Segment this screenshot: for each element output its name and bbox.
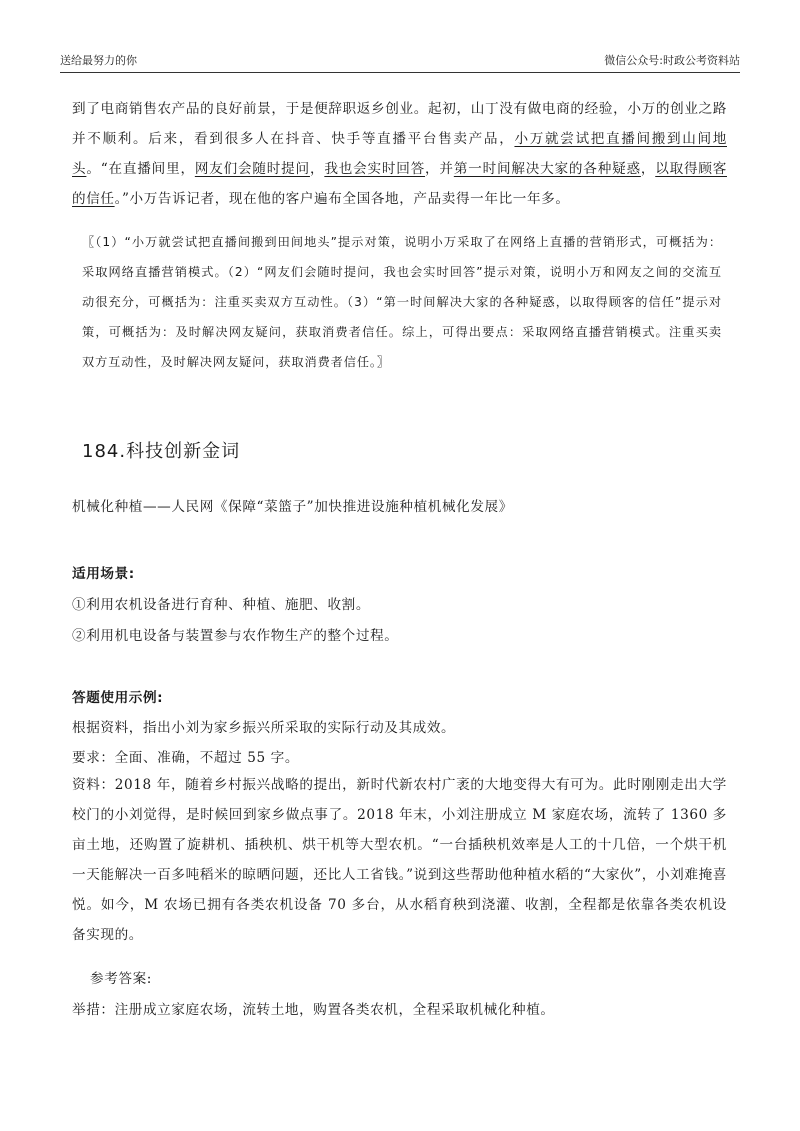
- header-divider: [60, 72, 740, 73]
- analysis-note: 〖（1）“小万就尝试把直播间搬到田间地头”提示对策，说明小万采取了在网络上直播的营销形式，可概括为：采取网络直播营销模式。（2）“网友们会随时提问，我也会实时回答”提示对策，说明小万和网友之间的交流互动很充分，可概括为：注重买卖双方互动性。（3）“第一时间解决大家的各种疑惑，以取得顾客的信任”提示对策，可概括为：及时解决网友疑问，获取消费者信任。综上，可得出要点：采取网络直播营销模式。注重买卖双方互动性，及时解决网友疑问，获取消费者信任。〗: [82, 235, 722, 369]
- material-paragraph: 资料：2018 年，随着乡村振兴战略的提出，新时代新农村广袤的大地变得大有可为。此时刚刚走出大学校门的小刘觉得，是时候回到家乡做点事了。2018 年末，小刘注册成立 M 家庭农场，流转了 1360 多亩土地，还购置了旋耕机、插秧机、烘干机等大型农机。“一台插秧机效率是人工的十几倍，一个烘干机一天能解决一百多吨稻米的晾晒问题，还比人工省钱。”说到这些帮助他种植水稻的“大家伙”，小刘难掩喜悦。如今，M 农场已拥有各类农机设备 70 多台，从水稻育秧到浇灌、收割，全程都是依靠各类农机设备实现的。: [72, 777, 727, 943]
- intro-underline-3: 我也会实时回答: [324, 161, 426, 177]
- answer-text: 举措：注册成立家庭农场，流转土地，购置各类农机，全程采取机械化种植。: [72, 1002, 555, 1018]
- intro-underline-1: 小万就尝试把直播间搬到山间地头: [72, 131, 727, 177]
- intro-text-6: 。”小万告诉记者，现在他的客户遍布全国各地，产品卖得一年比一年多。: [114, 191, 570, 207]
- intro-text-1: 到了电商销售农产品的良好前景，于是便辞职返乡创业。起初，山丁没有做电商的经验，小万的创业之路并不顺利。后来，看到很多人在抖音、快手等直播平台售卖产品，: [72, 101, 727, 147]
- key-phrase: 机械化种植——人民网《保障“菜篮子”加快推进设施种植机械化发展》: [72, 499, 513, 515]
- intro-underline-2: 网友们会随时提问: [194, 161, 310, 177]
- intro-text-4: ，并: [425, 161, 454, 177]
- intro-text-3: ，: [309, 161, 325, 177]
- intro-text-2: 。“在直播间里，: [86, 161, 195, 177]
- intro-paragraph: [72, 94, 727, 214]
- header-right-text: 微信公众号:时政公考资料站: [604, 54, 740, 67]
- scenario-heading: 适用场景:: [72, 566, 135, 582]
- header-left-text: 送给最努力的你: [60, 54, 137, 67]
- section-title: 184.科技创新金词: [82, 441, 241, 462]
- example-heading: 答题使用示例:: [72, 690, 164, 706]
- answer-heading: 参考答案:: [90, 971, 152, 987]
- question-text: 根据资料，指出小刘为家乡振兴所采取的实际行动及其成效。: [72, 720, 456, 736]
- requirement-text: 要求：全面、准确，不超过 55 字。: [72, 750, 300, 766]
- scenario-item: ②利用机电设备与装置参与农作物生产的整个过程。: [72, 628, 399, 644]
- intro-underline-5: 以取得顾客的信任: [72, 161, 727, 207]
- intro-text-5: ，: [640, 161, 656, 177]
- intro-underline-4: 第一时间解决大家的各种疑惑: [453, 161, 641, 177]
- scenario-item: ①利用农机设备进行育种、种植、施肥、收割。: [72, 597, 371, 613]
